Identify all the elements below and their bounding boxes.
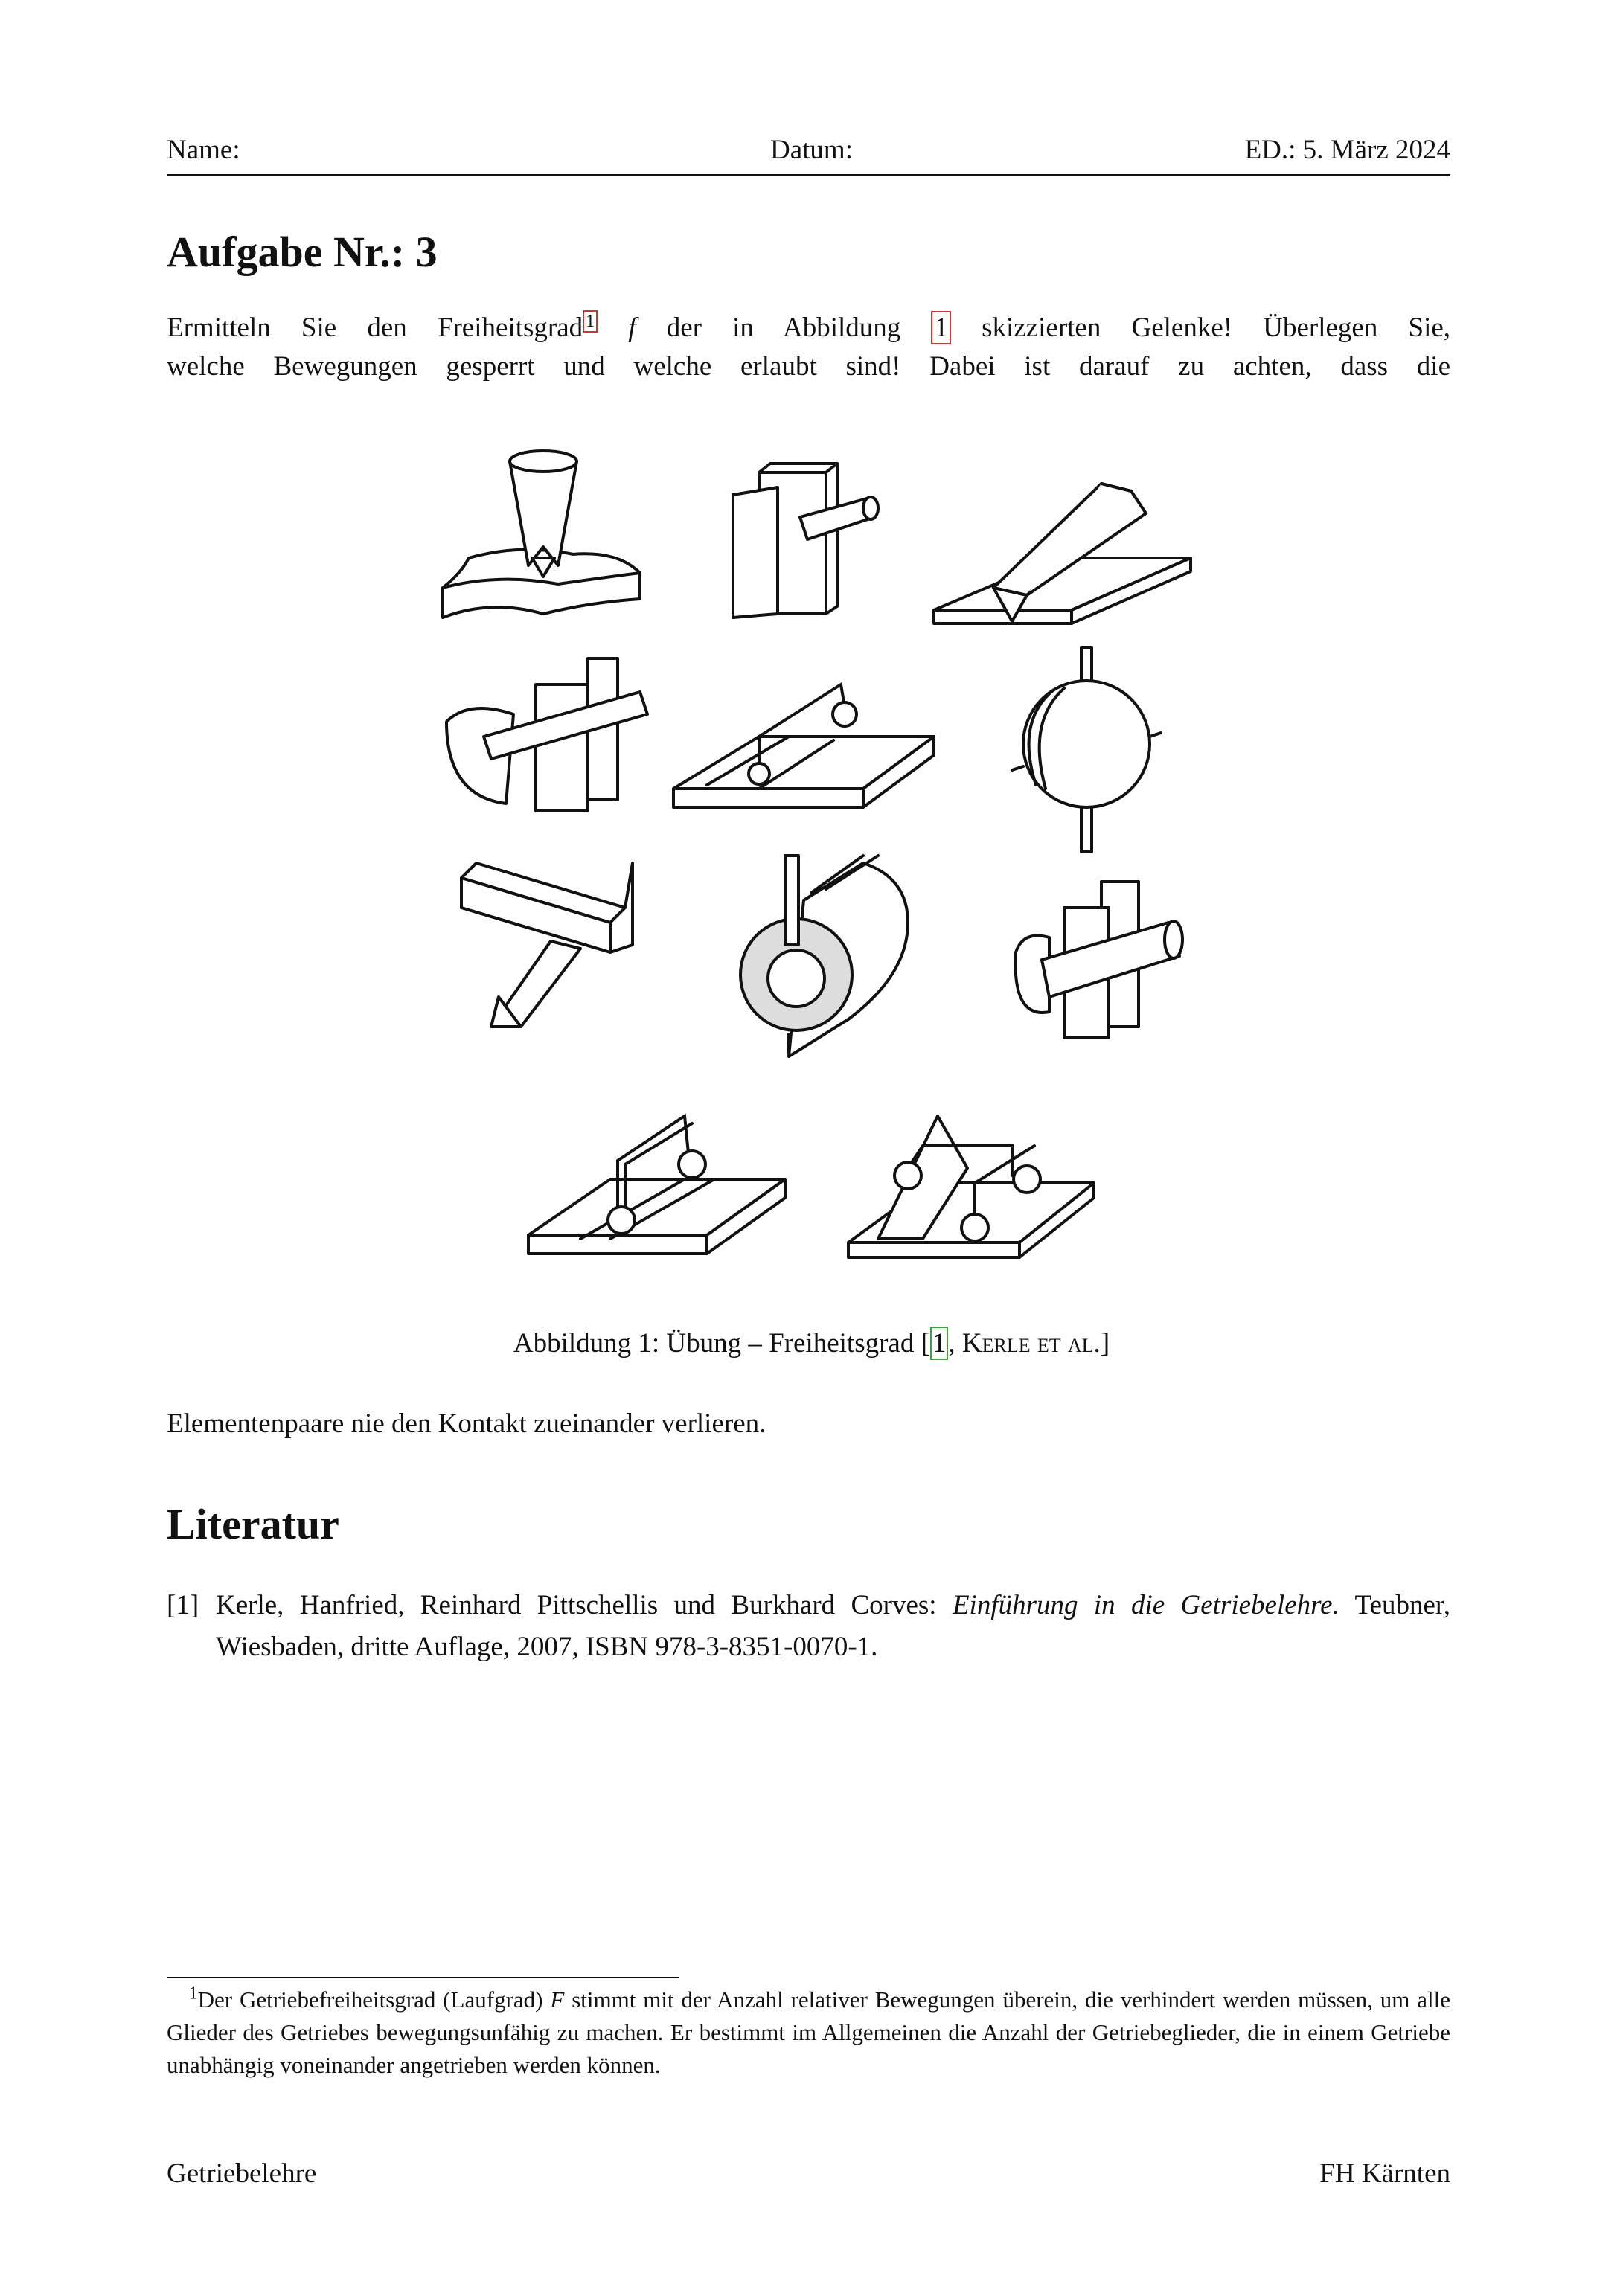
joint-sphere-in-socket (1012, 647, 1161, 852)
math-f: f (628, 312, 636, 343)
footer-course: Getriebelehre (167, 2158, 317, 2189)
joint-double-ball-on-groove (848, 1116, 1094, 1257)
task-paragraph-continuation: Elementenpaare nie den Kontakt zueinander verlieren. (167, 1408, 766, 1439)
joint-ball-rod-on-groove (528, 1116, 785, 1254)
reference-title: Einführung in die Getriebelehre. (952, 1590, 1339, 1620)
header-edition-date: ED.: 5. März 2024 (1244, 135, 1450, 165)
footer-institution: FH Kärnten (1319, 2158, 1450, 2189)
citation-link[interactable]: 1 (930, 1327, 949, 1360)
figure-caption (0, 1327, 1623, 1359)
figure-link[interactable]: 1 (931, 311, 951, 344)
text: Ermitteln Sie den Freiheitsgrad (167, 312, 583, 343)
footnote-text: Der Getriebefreiheitsgrad (Laufgrad) (197, 1986, 543, 2013)
task-title: Aufgabe Nr.: 3 (167, 228, 438, 276)
joint-pin-in-block (733, 464, 878, 618)
literature-heading: Literatur (167, 1500, 339, 1548)
caption-author: Kerle et al. (961, 1328, 1101, 1359)
math-F: F (550, 1986, 565, 2013)
header-name-label: Name: (167, 135, 240, 165)
caption-text: Abbildung 1: Übung – Freiheitsgrad [ (513, 1328, 930, 1359)
joint-slotted-plate-with-ball (673, 684, 934, 807)
reference-text (216, 1585, 1450, 1668)
task-paragraph-line2: welche Bewegungen gesperrt und welche erlaubt sind! Dabei ist darauf zu achten, dass die (167, 351, 1450, 382)
header-date-label: Datum: (770, 135, 853, 165)
footnote-mark: 1 (188, 1984, 198, 2004)
caption-sep: , (948, 1328, 962, 1359)
joint-prism-on-edge (461, 863, 633, 1027)
reference-authors: Kerle, Hanfried, Reinhard Pittschellis und Burkhard Corves: (216, 1590, 937, 1620)
reference-number: [1] (167, 1590, 199, 1620)
footnote-rule (167, 1977, 679, 1978)
footnote (167, 1984, 1450, 2082)
reference-item (167, 1585, 1450, 1668)
reference-publisher: Teubner, Wiesbaden, dritte Auflage, 2007, ISBN 978-3-8351-0070-1. (216, 1590, 1450, 1662)
joint-ball-in-double-slot (446, 658, 647, 811)
joint-cylinder-in-block (1016, 882, 1182, 1038)
joint-cylinder-ball-section (740, 856, 908, 1056)
footnote-link[interactable]: 1 (583, 310, 598, 333)
footnote-text-rest: stimmt mit der Anzahl relativer Bewegungen überein, die verhindert werden müssen, um alle Glieder des Getriebes bewegungsunfähig zu machen. Er bestimmt im Allgemeinen die Anzahl der Getriebeglieder, die in einem Getriebe unabhängig voneinander angetrieben werden können. (167, 1986, 1451, 2078)
text: der in Abbildung (666, 312, 901, 343)
text: skizzierten Gelenke! Überlegen Sie, (982, 312, 1451, 343)
joint-point-on-surface (443, 451, 640, 618)
joint-prism-on-plate (934, 484, 1191, 623)
caption-bracket: ] (1100, 1328, 1110, 1359)
